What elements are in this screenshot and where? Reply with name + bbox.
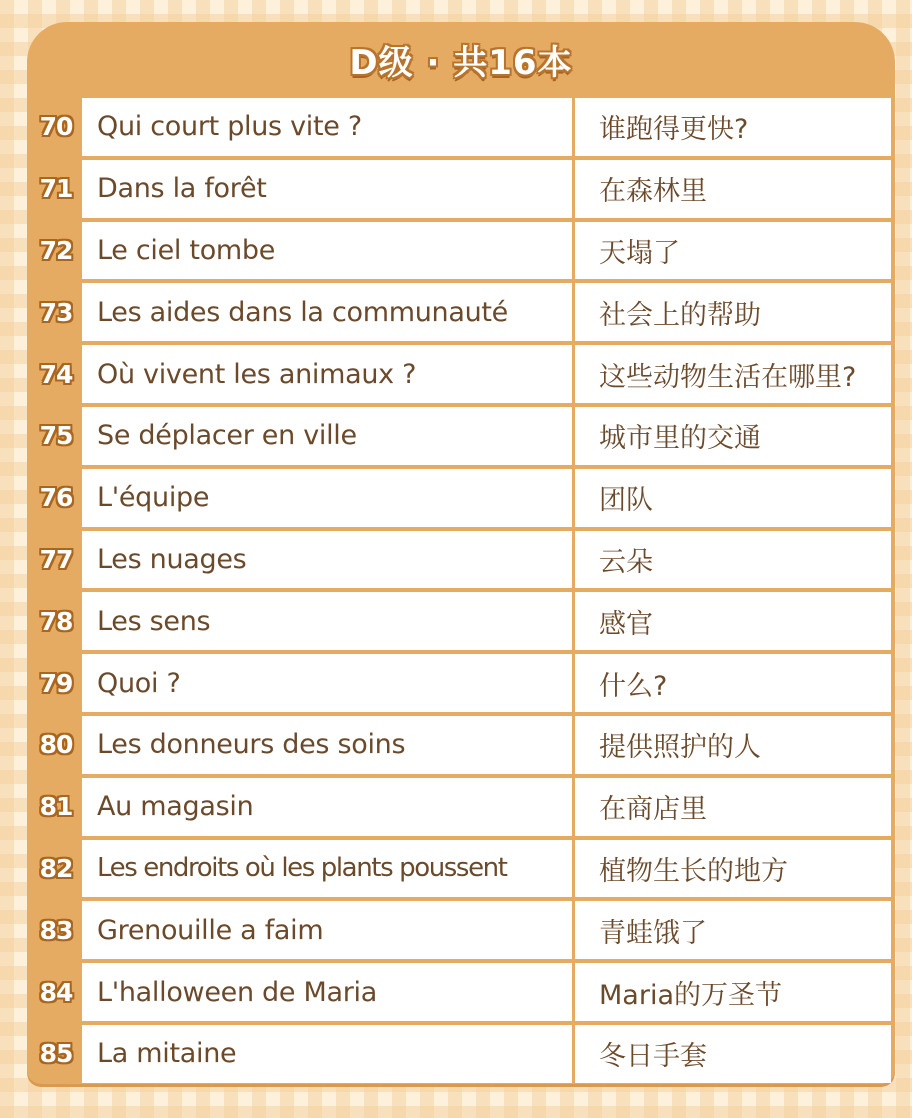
book-row xyxy=(27,961,895,1023)
book-number-badge: 77 xyxy=(39,544,73,574)
french-title-cell: L'équipe xyxy=(82,469,572,527)
french-title-cell: Quoi ? xyxy=(82,654,572,712)
chinese-title-cell: 社会上的帮助 xyxy=(575,283,891,341)
chinese-title-cell: 青蛙饿了 xyxy=(575,901,891,959)
french-title-cell: La mitaine xyxy=(82,1025,572,1083)
book-row xyxy=(27,529,895,591)
chinese-title-cell: 云朵 xyxy=(575,531,891,589)
book-number-badge: 84 xyxy=(39,977,73,1007)
chinese-title-cell: 城市里的交通 xyxy=(575,407,891,465)
chinese-title-cell: 谁跑得更快? xyxy=(575,98,891,156)
book-row xyxy=(27,467,895,529)
book-row xyxy=(27,158,895,220)
book-row xyxy=(27,1023,895,1085)
chinese-title-cell: 什么? xyxy=(575,654,891,712)
french-title-cell: Au magasin xyxy=(82,778,572,836)
book-row xyxy=(27,405,895,467)
chinese-title-cell: 植物生长的地方 xyxy=(575,840,891,898)
french-title-cell: Le ciel tombe xyxy=(82,222,572,280)
book-row xyxy=(27,590,895,652)
book-number-badge: 72 xyxy=(39,235,73,265)
french-title-cell: Les aides dans la communauté xyxy=(82,283,572,341)
chinese-title-cell: 在商店里 xyxy=(575,778,891,836)
chinese-title-cell: 天塌了 xyxy=(575,222,891,280)
book-row xyxy=(27,220,895,282)
french-title-cell: Dans la forêt xyxy=(82,160,572,218)
french-title-cell: Qui court plus vite ? xyxy=(82,98,572,156)
book-number-badge: 70 xyxy=(39,112,73,142)
chinese-title-cell: 这些动物生活在哪里? xyxy=(575,345,891,403)
book-list-card xyxy=(27,22,895,1084)
french-title-cell: Les sens xyxy=(82,592,572,650)
french-title-cell: Se déplacer en ville xyxy=(82,407,572,465)
book-number-badge: 80 xyxy=(39,730,73,760)
book-number-badge: 81 xyxy=(39,792,73,822)
book-number-badge: 85 xyxy=(39,1039,73,1069)
french-title-cell: Où vivent les animaux ? xyxy=(82,345,572,403)
book-number-badge: 71 xyxy=(39,174,73,204)
book-number-badge: 79 xyxy=(39,668,73,698)
book-row xyxy=(27,343,895,405)
book-row xyxy=(27,838,895,900)
book-table xyxy=(27,96,895,1085)
book-row xyxy=(27,652,895,714)
book-row xyxy=(27,899,895,961)
book-row xyxy=(27,281,895,343)
level-title: D级 · 共16本 xyxy=(349,42,573,83)
book-number-badge: 76 xyxy=(39,483,73,513)
chinese-title-cell: 团队 xyxy=(575,469,891,527)
book-number-badge: 74 xyxy=(39,359,73,389)
card-header xyxy=(27,22,895,96)
book-number-badge: 82 xyxy=(39,853,73,883)
book-row xyxy=(27,714,895,776)
french-title-cell: Grenouille a faim xyxy=(82,901,572,959)
book-row xyxy=(27,96,895,158)
book-row xyxy=(27,776,895,838)
book-number-badge: 78 xyxy=(39,606,73,636)
book-number-badge: 73 xyxy=(39,297,73,327)
book-number-badge: 83 xyxy=(39,915,73,945)
book-number-badge: 75 xyxy=(39,421,73,451)
chinese-title-cell: 感官 xyxy=(575,592,891,650)
chinese-title-cell: 提供照护的人 xyxy=(575,716,891,774)
french-title-cell: Les nuages xyxy=(82,531,572,589)
french-title-cell: Les endroits où les plants poussent xyxy=(82,840,572,898)
chinese-title-cell: 冬日手套 xyxy=(575,1025,891,1083)
french-title-cell: Les donneurs des soins xyxy=(82,716,572,774)
french-title-cell: L'halloween de Maria xyxy=(82,963,572,1021)
chinese-title-cell: Maria的万圣节 xyxy=(575,963,891,1021)
chinese-title-cell: 在森林里 xyxy=(575,160,891,218)
